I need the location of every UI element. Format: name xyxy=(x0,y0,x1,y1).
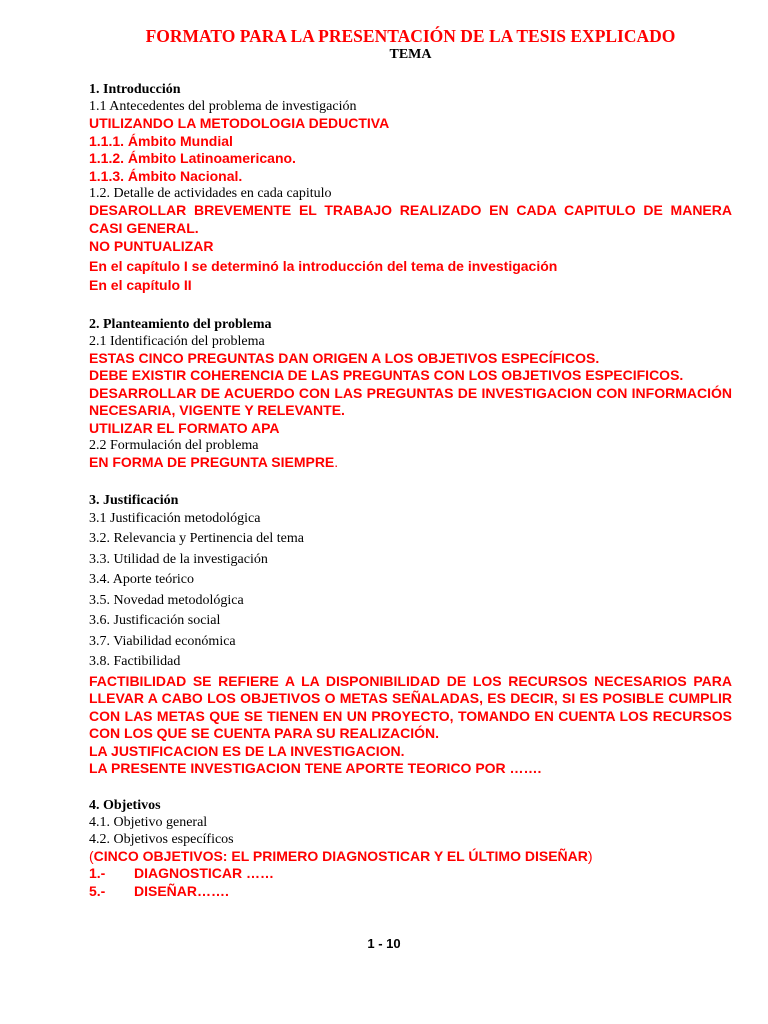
list-item-number: 5.- xyxy=(89,882,106,899)
subsection-2-2: 2.2 Formulación del problema xyxy=(89,438,259,453)
subsection-2-1: 2.1 Identificación del problema xyxy=(89,333,265,349)
note-cinco-preguntas: ESTAS CINCO PREGUNTAS DAN ORIGEN A LOS OBJETIVOS ESPECÍFICOS. xyxy=(89,349,600,366)
document-title: FORMATO PARA LA PRESENTACIÓN DE LA TESIS EXPLICADO xyxy=(145,26,676,46)
section-heading-introduccion: 1. Introducción xyxy=(89,82,181,97)
note-forma-pregunta-text: EN FORMA DE PREGUNTA SIEMPRE xyxy=(89,454,335,470)
note-formato-apa: UTILIZAR EL FORMATO APA xyxy=(89,419,280,436)
note-factibilidad: FACTIBILIDAD SE REFIERE A LA DISPONIBILIDAD DE LOS RECURSOS NECESARIOS PARA LLEVAR A CABO LOS OBJETIVOS O METAS SEÑALADAS, ES DECIR, SI ES POSIBLE CUMPLIR CON LAS METAS QUE SE TIENEN EN UN PROYECTO, TOMANDO EN CUENTA LOS RECURSOS CON LOS QUE SE CUENTA PARA SU REALIZACIÓN. xyxy=(89,672,732,741)
note-ambito-nacional: 1.1.3. Ámbito Nacional. xyxy=(89,167,243,184)
subsection-3-1: 3.1 Justificación metodológica xyxy=(89,510,261,526)
paren-open: ( xyxy=(89,847,94,864)
note-forma-pregunta xyxy=(89,454,732,472)
document-page xyxy=(89,26,732,900)
note-aporte-teorico: LA PRESENTE INVESTIGACION TENE APORTE TEORICO POR ……. xyxy=(89,760,542,776)
note-no-puntualizar: NO PUNTUALIZAR xyxy=(89,238,214,254)
subsection-1-2: 1.2. Detalle de actividades en cada capitulo xyxy=(89,186,332,201)
list-item-number: 1.- xyxy=(89,865,106,881)
subsection-3-5: 3.5. Novedad metodológica xyxy=(89,592,244,608)
note-coherencia: DEBE EXISTIR COHERENCIA DE LAS PREGUNTAS CON LOS OBJETIVOS ESPECIFICOS. xyxy=(89,367,684,383)
paren-close: ) xyxy=(587,847,593,864)
subsection-3-4: 3.4. Aporte teórico xyxy=(89,572,194,587)
section-heading-planteamiento: 2. Planteamiento del problema xyxy=(89,316,272,332)
note-capitulo-2: En el capítulo II xyxy=(89,277,192,293)
list-item xyxy=(89,883,732,901)
subsection-4-2: 4.2. Objetivos específicos xyxy=(89,831,234,847)
section-heading-justificacion: 3. Justificación xyxy=(89,492,179,508)
subsection-3-7: 3.7. Viabilidad económica xyxy=(89,633,236,649)
note-capitulo-1: En el capítulo I se determinó la introducción del tema de investigación xyxy=(89,257,558,274)
note-cinco-objetivos-text: CINCO OBJETIVOS: EL PRIMERO DIAGNOSTICAR Y EL ÚLTIMO DISEÑAR xyxy=(93,847,588,864)
subsection-3-3: 3.3. Utilidad de la investigación xyxy=(89,551,268,567)
note-ambito-latinoamericano: 1.1.2. Ámbito Latinoamericano. xyxy=(89,150,296,166)
note-desarrollar: DESAROLLAR BREVEMENTE EL TRABAJO REALIZADO EN CADA CAPITULO DE MANERA CASI GENERAL. xyxy=(89,202,732,236)
subsection-3-6: 3.6. Justificación social xyxy=(89,613,221,628)
subsection-4-1: 4.1. Objetivo general xyxy=(89,814,208,830)
note-justificacion: LA JUSTIFICACION ES DE LA INVESTIGACION. xyxy=(89,742,405,759)
note-ambito-mundial: 1.1.1. Ámbito Mundial xyxy=(89,132,233,149)
section-heading-objetivos: 4. Objetivos xyxy=(89,797,161,813)
subsection-3-8: 3.8. Factibilidad xyxy=(89,654,181,669)
page-number: 1 - 10 xyxy=(367,936,401,951)
subsection-3-2: 3.2. Relevancia y Pertinencia del tema xyxy=(89,531,304,546)
note-cinco-objetivos xyxy=(89,848,732,866)
list-item-text: DISEÑAR……. xyxy=(134,882,229,899)
note-metodologia: UTILIZANDO LA METODOLOGIA DEDUCTIVA xyxy=(89,115,390,131)
document-subtitle: TEMA xyxy=(389,47,432,62)
subsection-1-1: 1.1 Antecedentes del problema de investigación xyxy=(89,99,357,114)
note-forma-pregunta-period: . xyxy=(334,454,339,470)
list-item-text: DIAGNOSTICAR …… xyxy=(134,865,274,881)
list-item xyxy=(89,865,732,883)
note-desarrollar-preguntas: DESARROLLAR DE ACUERDO CON LAS PREGUNTAS DE INVESTIGACION CON INFORMACIÓN NECESARIA, VIGENTE Y RELEVANTE. xyxy=(89,384,732,418)
